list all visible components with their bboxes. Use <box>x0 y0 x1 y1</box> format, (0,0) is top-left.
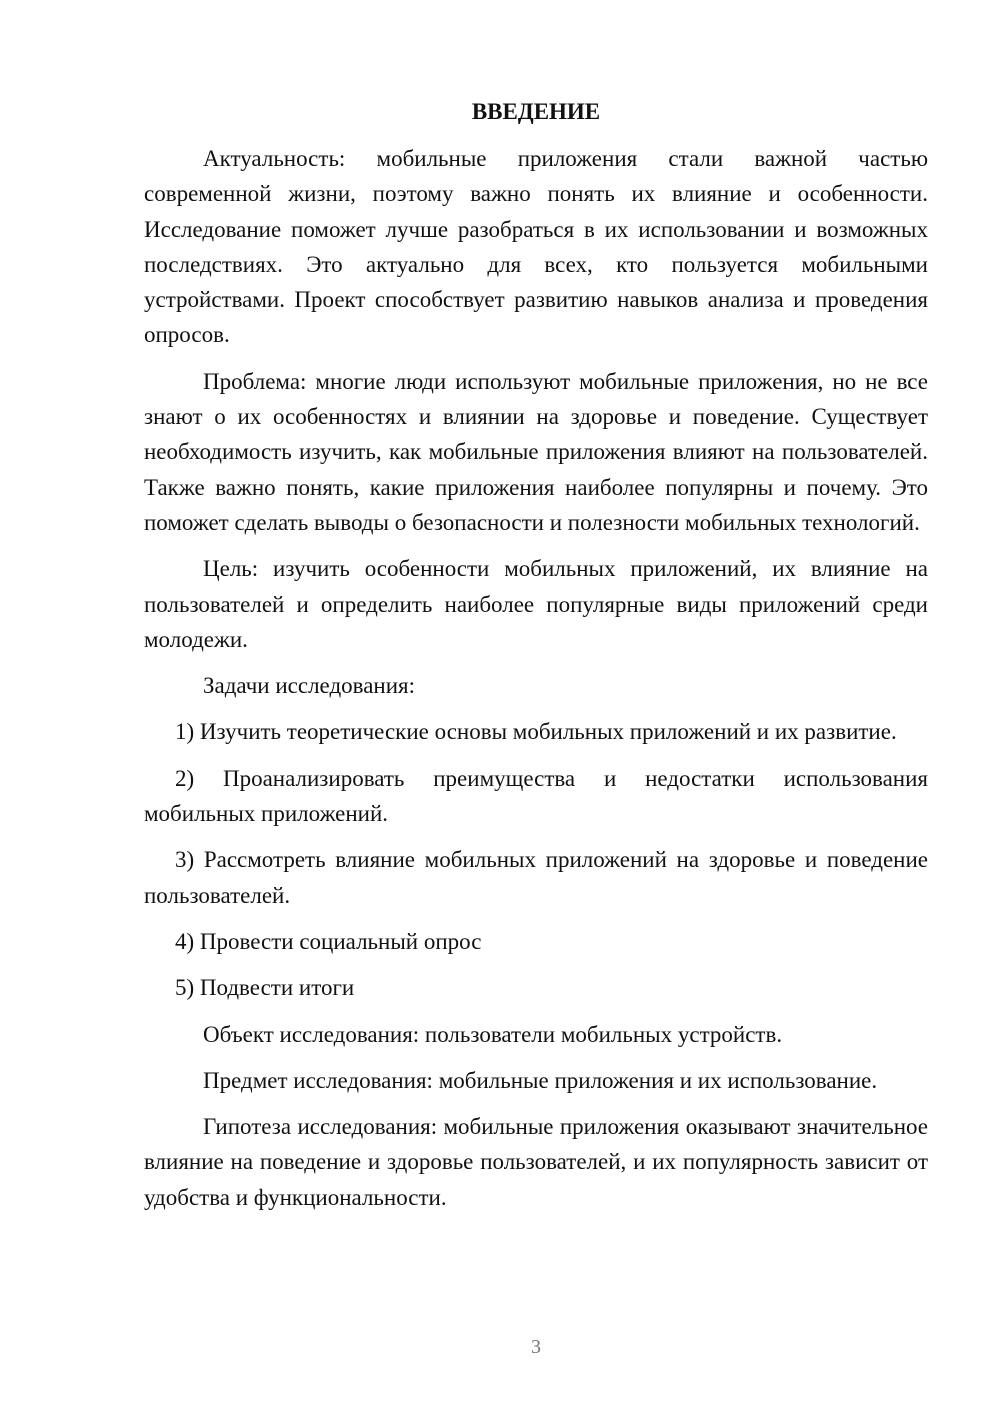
task-item: 3) Рассмотреть влияние мобильных приложений на здоровье и поведение пользователей. <box>144 847 928 908</box>
paragraph-subject: Предмет исследования: мобильные приложения и их использование. <box>203 1067 878 1093</box>
paragraph-goal: Цель: изучить особенности мобильных приложений, их влияние на пользователей и определить наиболее популярные виды приложений среди молодежи. <box>144 556 928 652</box>
document-body <box>144 141 928 1226</box>
task-item: 2) Проанализировать преимущества и недостатки использования мобильных приложений. <box>144 765 928 827</box>
page-number: 3 <box>531 1336 541 1358</box>
paragraph-problem: Проблема: многие люди используют мобильные приложения, но не все знают о их особенностях и влиянии на здоровье и поведение. Существует необходимость изучить, как мобильные приложения влияют на пользователей. Также важно понять, какие приложения наиболее популярны и почему. Это поможет сделать выводы о безопасности и полезности мобильных технологий. <box>144 368 928 535</box>
document-page <box>144 0 928 1414</box>
paragraph-relevance: Актуальность: мобильные приложения стали важной частью современной жизни, поэтому важно понять их влияние и особенности. Исследование поможет лучше разобраться в их использовании и возможных последствиях. Это актуально для всех, кто пользуется мобильными устройствами. Проект способствует развитию навыков анализа и проведения опросов. <box>144 146 928 348</box>
task-item: 4) Провести социальный опрос <box>175 928 482 954</box>
paragraph-object: Объект исследования: пользователи мобильных устройств. <box>203 1021 783 1047</box>
page-title: ВВЕДЕНИЕ <box>471 99 601 124</box>
task-item: 5) Подвести итоги <box>175 975 355 1001</box>
task-item: 1) Изучить теоретические основы мобильных приложений и их развитие. <box>175 719 897 745</box>
tasks-heading: Задачи исследования: <box>203 673 416 699</box>
paragraph-hypothesis: Гипотеза исследования: мобильные приложения оказывают значительное влияние на поведение и здоровье пользователей, и их популярность зависит от удобства и функциональности. <box>144 1114 928 1210</box>
